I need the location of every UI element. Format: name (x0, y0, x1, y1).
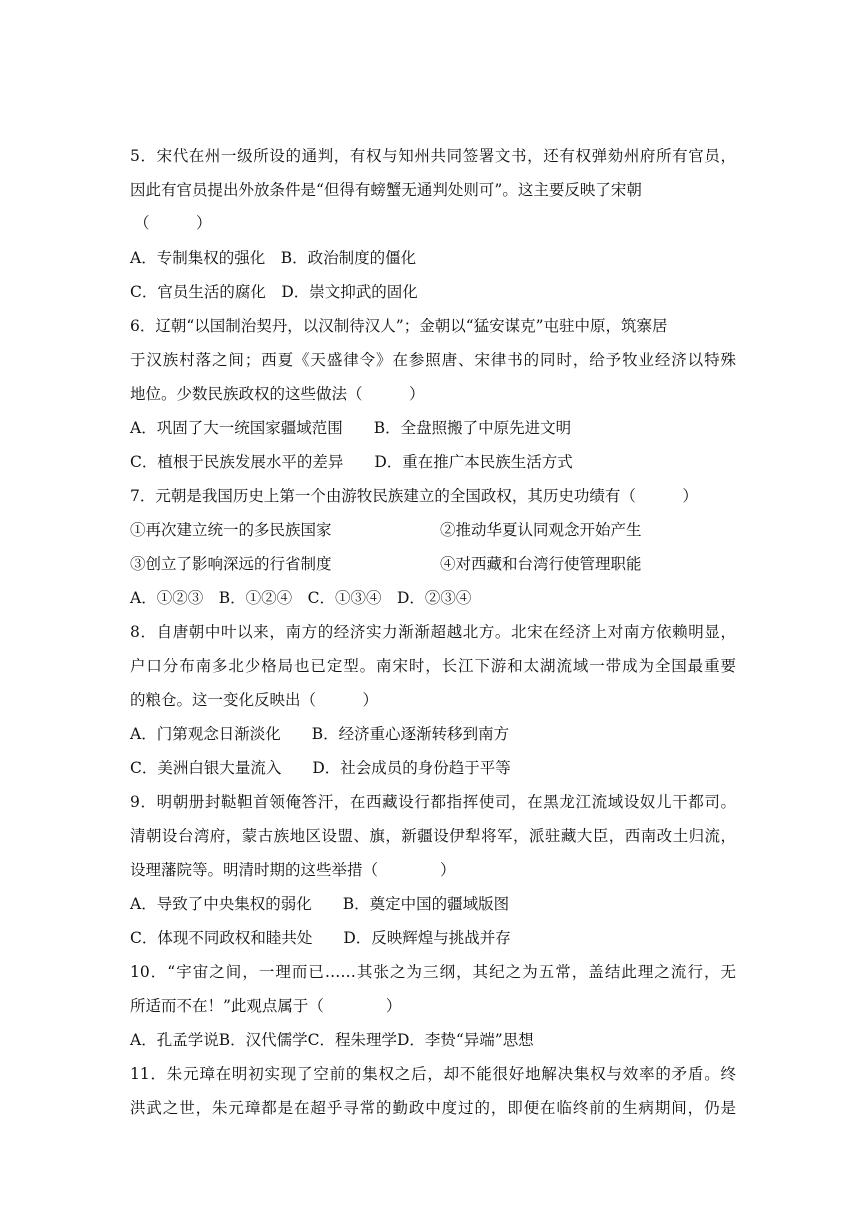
q6-option-row-1: A．巩固了大一统国家疆域范围 B．全盘照搬了中原先进文明 (130, 419, 572, 437)
q9-option-row-1: A．导致了中央集权的弱化 B．奠定中国的疆域版图 (130, 895, 510, 913)
q11-stem-line-1: 11．朱元璋在明初实现了空前的集权之后，却不能很好地解决集权与效率的矛盾。终 (130, 1065, 736, 1083)
q6-stem-line-2: 于汉族村落之间；西夏《天盛律令》在参照唐、宋律书的同时，给予牧业经济以特殊 (130, 351, 736, 369)
q8-option-row-1: A．门第观念日渐淡化 B．经济重心逐渐转移到南方 (130, 725, 510, 743)
q7-item-1: ①再次建立统一的多民族国家 (130, 521, 332, 539)
q9-stem-line-1: 9．明朝册封鞑靼首领俺答汗，在西藏设行都指挥使司，在黑龙江流域设奴儿干都司。 (130, 793, 736, 811)
q9-stem-line-3: 设理藩院等。明清时期的这些举措（ ） (130, 861, 456, 879)
q6-option-row-2: C．植根于民族发展水平的差异 D．重在推广本民族生活方式 (130, 453, 573, 471)
q5-option-row-2: C．官员生活的腐化 D．崇文抑武的固化 (130, 283, 418, 301)
q5-stem-line-2: 因此有官员提出外放条件是“但得有螃蟹无通判处则可”。这主要反映了宋朝 (130, 181, 642, 199)
q10-stem-line-1: 10．“宇宙之间，一理而已……其张之为三纲，其纪之为五常，盖结此理之流行，无 (130, 963, 736, 981)
q7-stem-line-1: 7．元朝是我国历史上第一个由游牧民族建立的全国政权，其历史功绩有（ ） (130, 487, 698, 505)
q9-option-row-2: C．体现不同政权和睦共处 D．反映辉煌与挑战并存 (130, 929, 511, 947)
q5-stem-line-1: 5．宋代在州一级所设的通判，有权与知州共同签署文书，还有权弹劾州府所有官员， (130, 147, 736, 165)
q7-item-3: ③创立了影响深远的行省制度 (130, 555, 332, 573)
q6-stem-line-1: 6．辽朝“以国制治契丹，以汉制待汉人”；金朝以“猛安谋克”屯驻中原，筑寨居 (130, 317, 668, 335)
q5-answer-blank: （ ） (134, 214, 212, 232)
q7-option-row-1: A．①②③ B．①②④ C．①③④ D．②③④ (130, 589, 472, 607)
q5-option-row-1: A．专制集权的强化 B．政治制度的僵化 (130, 249, 417, 267)
q8-stem-line-2: 户口分布南多北少格局也已定型。南宋时，长江下游和太湖流域一带成为全国最重要 (130, 657, 736, 675)
q8-stem-line-1: 8．自唐朝中叶以来，南方的经济实力渐渐超越北方。北宋在经济上对南方依赖明显， (130, 623, 736, 641)
q8-option-row-2: C．美洲白银大量流入 D．社会成员的身份趋于平等 (130, 759, 511, 777)
q10-option-row-1: A．孔孟学说B．汉代儒学C．程朱理学D．李贽“异端”思想 (130, 1031, 534, 1049)
q7-item-4: ④对西藏和台湾行使管理职能 (440, 555, 642, 573)
q10-stem-line-2: 所适而不在！”此观点属于（ ） (130, 997, 402, 1015)
q6-stem-line-3: 地位。少数民族政权的这些做法（ ） (130, 385, 425, 403)
q7-item-2: ②推动华夏认同观念开始产生 (440, 521, 642, 539)
q8-stem-line-3: 的粮仓。这一变化反映出（ ） (130, 691, 379, 709)
q11-stem-line-2: 洪武之世，朱元璋都是在超乎寻常的勤政中度过的，即便在临终前的生病期间，仍是 (130, 1099, 736, 1117)
q9-stem-line-2: 清朝设台湾府，蒙古族地区设盟、旗，新疆设伊犁将军，派驻藏大臣，西南改土归流， (130, 827, 736, 845)
